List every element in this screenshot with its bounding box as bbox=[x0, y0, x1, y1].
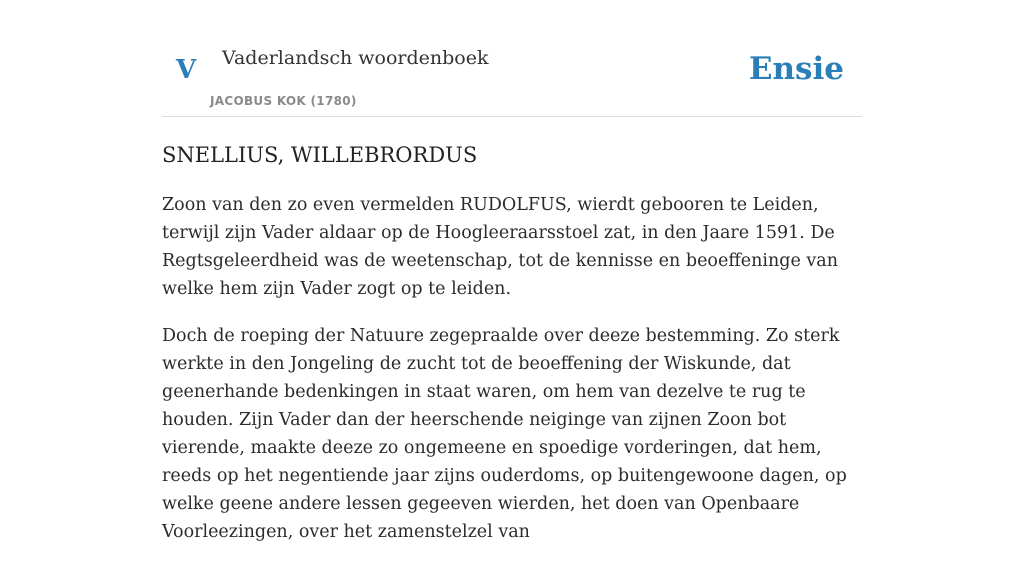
entry-paragraph-2: Doch de roeping der Natuure zegepraalde over deeze bestemming. Zo sterk werkte in den Jongeling de zucht tot de beoeffening der Wiskunde, dat geenerhande bedenkingen in staat waren, om hem van dezelve te rug te houden. Zijn Vader dan der heerschende neiginge van zijnen Zoon bot vierende, maakte deeze zo ongemeene en spoedige vorderingen, dat hem, reeds op het negentiende jaar zijns ouderdoms, op buitengewoone dagen, op welke geene andere lessen gegeeven wierden, het doen van Openbaare Voorleezingen, over het zamenstelzel van bbox=[162, 326, 847, 542]
ensie-logo-link[interactable]: Ensie bbox=[748, 51, 844, 87]
book-title-link[interactable]: Vaderlandsch woordenboek bbox=[222, 47, 489, 69]
site-header bbox=[162, 0, 862, 117]
entry-content bbox=[162, 138, 862, 565]
book-logo-icon[interactable]: V bbox=[176, 55, 197, 85]
book-author: JACOBUS KOK (1780) bbox=[210, 94, 357, 108]
entry-paragraph-1: Zoon van den zo even vermelden RUDOLFUS, wierdt gebooren te Leiden, terwijl zijn Vader aldaar op de Hoogleeraarsstoel zat, in den Jaare 1591. De Regtsgeleerdheid was de weetenschap, tot de kennisse en beoeffeninge van welke hem zijn Vader zogt op te leiden. bbox=[162, 195, 838, 299]
entry-title: SNELLIUS, WILLEBRORDUS bbox=[162, 143, 478, 167]
